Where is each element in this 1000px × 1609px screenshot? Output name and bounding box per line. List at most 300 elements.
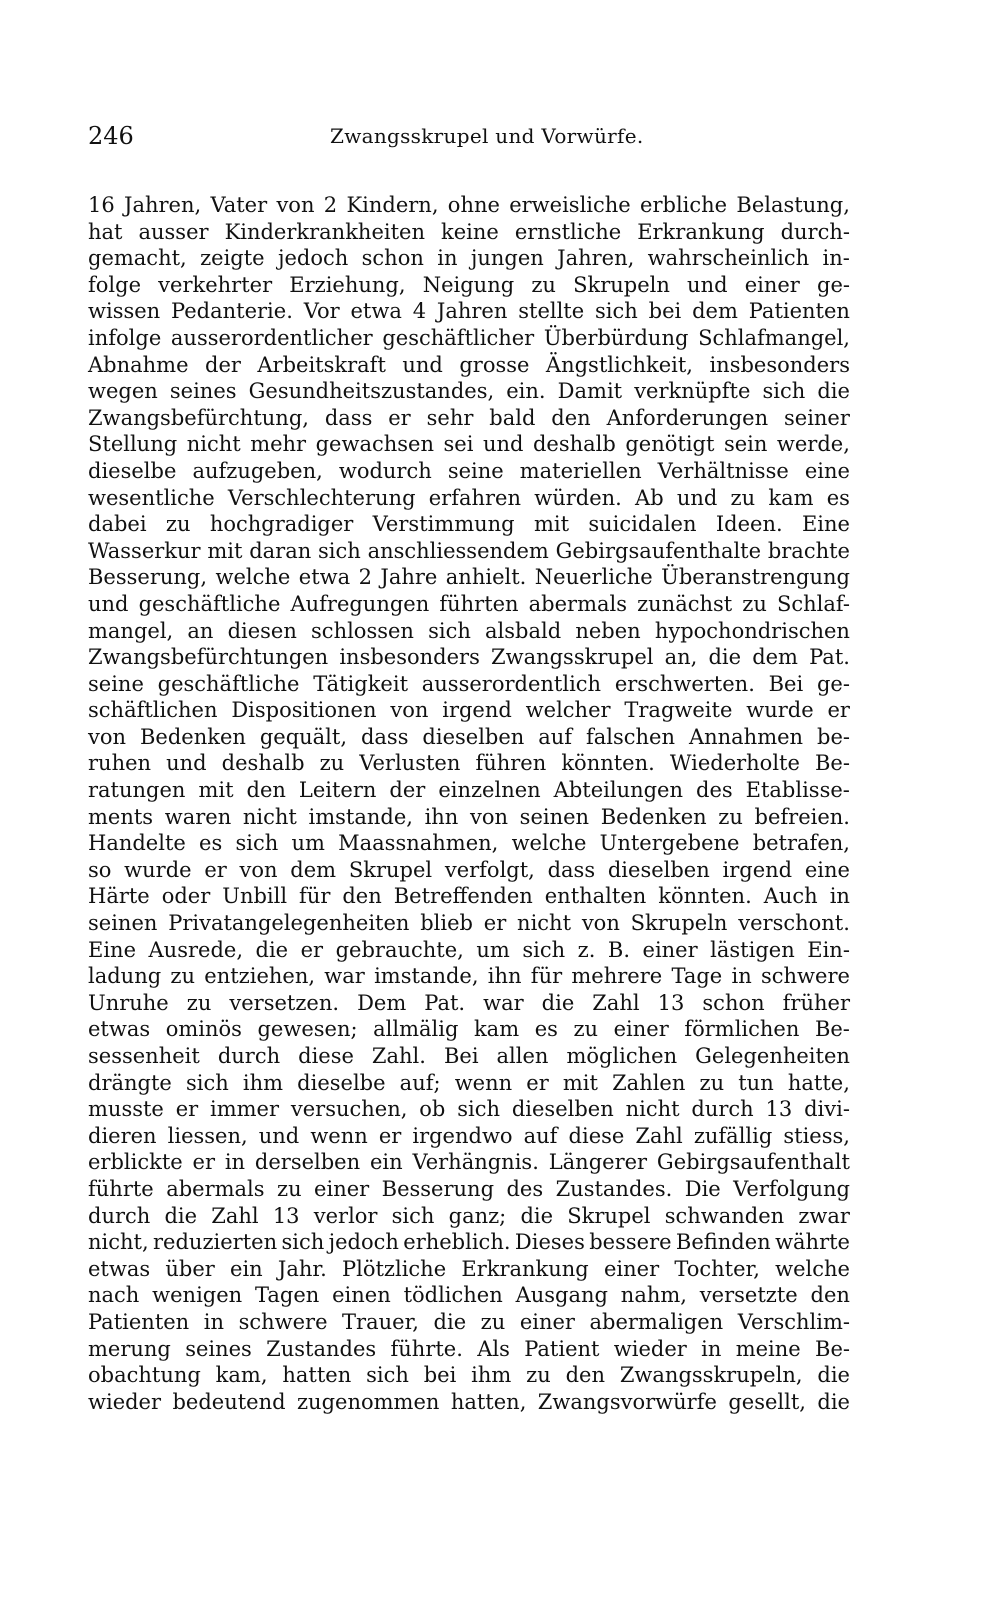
word: dem [752, 645, 798, 670]
word: immer [210, 1097, 280, 1122]
word: Gebirgsaufenthalte [555, 538, 762, 563]
text-line [88, 1309, 850, 1336]
word: mit [198, 778, 234, 803]
text-line [88, 671, 850, 698]
word: zunächst [637, 591, 733, 616]
word: den [565, 1363, 605, 1388]
word: Zahl [635, 1123, 683, 1148]
word: dem [290, 857, 337, 882]
word: so [88, 857, 112, 882]
word: zu [573, 1017, 599, 1042]
word: Zwangsbefürchtungen [88, 645, 329, 670]
word: an, [664, 645, 698, 670]
word: zeigte [200, 246, 265, 271]
word: Kindern, [346, 193, 439, 217]
word: gewachsen [315, 432, 434, 457]
word: die [164, 1203, 198, 1228]
text-line [88, 458, 850, 485]
text-line [88, 937, 850, 964]
word: könnten. [658, 884, 752, 909]
word: 2 [323, 193, 338, 217]
word: stellte [518, 299, 585, 324]
word: Aufregungen [290, 591, 430, 616]
word: Verschlim- [737, 1309, 850, 1334]
text-line [88, 1176, 850, 1203]
text-line [88, 697, 850, 724]
word: führten [439, 591, 519, 616]
word: seinen [88, 911, 158, 936]
word: ein [369, 1150, 403, 1175]
word: in- [822, 246, 850, 271]
word: sich [366, 1363, 409, 1388]
word: Tage [671, 964, 723, 989]
word: Besserung, [88, 565, 208, 590]
word: Vater [210, 193, 268, 217]
word: ominös [165, 1017, 242, 1042]
word: dieselben [422, 724, 525, 749]
word: schon [702, 990, 765, 1015]
word: förmlichen [684, 1017, 800, 1042]
word: durch [691, 1097, 754, 1122]
word: hochgradiger [209, 512, 354, 537]
word: Abnahme [88, 352, 189, 377]
word: nicht [242, 804, 297, 829]
word: jedoch [277, 246, 349, 271]
word: er [378, 1123, 402, 1148]
word: ob [419, 1097, 446, 1122]
word: geschäftlicher [382, 325, 535, 350]
word: den [551, 405, 591, 430]
word: Ängstlichkeit, [545, 352, 693, 377]
word: und [258, 1123, 300, 1148]
word: Zahl. [371, 1044, 426, 1068]
word: kam, [215, 1363, 268, 1388]
word: bald [489, 405, 536, 430]
word: dieren [88, 1123, 157, 1148]
word: Längerer [548, 1150, 648, 1175]
word: eine [804, 857, 850, 882]
word: Jahre [380, 565, 438, 590]
word: Eine [801, 512, 850, 537]
word: ratungen [88, 778, 186, 803]
text-line [88, 591, 850, 618]
word: einer [314, 1176, 370, 1201]
word: daran [249, 538, 312, 563]
word: in [203, 1309, 225, 1334]
word: Dieses [514, 1230, 585, 1255]
text-line [88, 1096, 850, 1123]
word: einer [744, 272, 800, 297]
word: seine [447, 458, 504, 483]
word: sich [595, 299, 638, 324]
word: Trauer, [342, 1309, 419, 1334]
text-line [88, 564, 850, 591]
word: mit [533, 512, 570, 537]
word: Belastung, [736, 193, 850, 217]
word: die [817, 1389, 850, 1414]
text-line [88, 192, 850, 219]
word: alsbald [485, 618, 562, 643]
word: stiess, [783, 1123, 850, 1148]
word: bei [423, 1363, 457, 1388]
word: sein [723, 432, 768, 457]
word: reduzierten [153, 1230, 278, 1255]
word: diese [568, 1123, 625, 1148]
word: eine [804, 458, 850, 483]
word: Zahl [211, 1203, 259, 1228]
body-paragraph [88, 192, 850, 1415]
word: wodurch [338, 458, 432, 483]
word: Überanstrengung [661, 565, 850, 590]
word: sich [762, 379, 806, 404]
text-line [88, 1362, 850, 1389]
word: z. [577, 937, 596, 962]
word: Betreffenden [393, 884, 533, 909]
word: Abteilungen [553, 778, 684, 803]
word: Patienten [748, 299, 850, 324]
text-line [88, 245, 850, 272]
word: Privatangelegenheiten [168, 911, 410, 936]
word: Jahren, [124, 193, 202, 217]
word: der [205, 352, 241, 377]
word: Plötzliche [342, 1256, 447, 1281]
word: abermaligen [589, 1309, 724, 1334]
word: genötigt [625, 432, 715, 457]
word: Ein- [807, 937, 850, 962]
word: erheblich. [403, 1230, 511, 1255]
word: zu [480, 1309, 506, 1334]
word: diesen [227, 618, 297, 643]
word: er [483, 911, 507, 936]
word: ihm [471, 1363, 512, 1388]
word: Pat. [809, 645, 850, 670]
word: irgend [442, 698, 512, 723]
word: ausserordentlich [421, 671, 602, 696]
word: sich [428, 618, 471, 643]
word: er [192, 1150, 215, 1175]
word: bedeutend [172, 1389, 286, 1414]
word: zu [730, 485, 756, 510]
word: ihm [242, 1070, 284, 1095]
word: brachte [767, 538, 850, 563]
word: ganz; [448, 1203, 507, 1228]
word: Bei [443, 1044, 479, 1068]
word: Zustandes [266, 1336, 377, 1361]
word: für [299, 884, 331, 909]
word: sich [318, 538, 361, 563]
word: derselben [254, 1150, 361, 1175]
word: musste [88, 1097, 164, 1122]
text-line [88, 618, 850, 645]
text-line [88, 352, 850, 379]
word: die [708, 645, 742, 670]
word: von [276, 193, 315, 217]
word: dabei [88, 512, 147, 537]
word: dass [360, 724, 409, 749]
word: einer [519, 1309, 575, 1334]
word: Skrupeln [573, 272, 670, 297]
word: Bei [768, 671, 804, 696]
word: Unruhe [88, 990, 169, 1015]
word: Zwangsvorwürfe [537, 1389, 717, 1414]
word: gebrauchte, [335, 937, 464, 962]
word: Vor [303, 299, 340, 324]
word: es [199, 831, 223, 856]
word: in [829, 884, 850, 909]
word: gemacht, [88, 246, 187, 271]
word: zugenommen [296, 1389, 440, 1414]
word: sich [235, 831, 279, 856]
word: einzelnen [438, 778, 541, 803]
word: sich [457, 1097, 500, 1122]
word: nach [88, 1283, 140, 1308]
word: hatten, [450, 1389, 527, 1414]
word: welche [775, 1256, 850, 1281]
word: ruhen [88, 751, 152, 776]
word: hatte, [787, 1070, 850, 1095]
word: bessere [589, 1230, 672, 1255]
word: lästigen [710, 937, 795, 962]
word: wenn [454, 1070, 513, 1095]
text-line [88, 1256, 850, 1283]
word: führte. [390, 1336, 463, 1361]
text-line [88, 1149, 850, 1176]
word: Neuerliche [534, 565, 653, 590]
word: von [469, 804, 509, 829]
word: durch [217, 1044, 281, 1068]
word: dem [692, 299, 738, 324]
word: dieselben [511, 1097, 614, 1122]
word: er [175, 1097, 199, 1122]
word: wissen [88, 299, 161, 324]
word: versetzte [699, 1283, 798, 1308]
word: mangel, [88, 618, 174, 643]
word: zu [165, 512, 191, 537]
word: be- [817, 724, 850, 749]
word: erfahren [428, 485, 522, 510]
word: Tagen [255, 1283, 320, 1308]
word: auf [538, 724, 573, 749]
word: Schlafmangel, [698, 325, 850, 350]
page-number: 246 [88, 122, 134, 150]
word: neben [575, 618, 641, 643]
word: in [701, 1336, 722, 1361]
word: Jahren, [557, 246, 635, 271]
word: über [165, 1256, 215, 1281]
word: ohne [447, 193, 500, 217]
word: Jahren [436, 299, 508, 324]
word: die [541, 990, 575, 1015]
text-line [88, 644, 850, 671]
text-line [88, 777, 850, 804]
word: Verhältnisse [657, 458, 789, 483]
word: einer [613, 1017, 669, 1042]
word: verkehrter [158, 272, 273, 297]
word: Skrupeln [630, 911, 728, 936]
text-line [88, 990, 850, 1017]
text-line [88, 485, 850, 512]
text-line [88, 1229, 850, 1256]
word: er [204, 857, 227, 882]
word: Befinden [675, 1230, 771, 1255]
word: Tätigkeit [313, 671, 409, 696]
word: Tragweite [624, 698, 733, 723]
word: sessenheit [88, 1044, 200, 1068]
word: Damit [557, 379, 623, 404]
word: Patienten [88, 1309, 190, 1334]
word: durch [88, 1203, 151, 1228]
word: werde, [776, 432, 850, 457]
word: nicht [625, 1097, 680, 1122]
word: möglichen [566, 1044, 678, 1068]
word: von [581, 911, 620, 936]
word: er [526, 1070, 549, 1095]
word: währte [775, 1230, 850, 1255]
word: für [530, 964, 563, 989]
word: schlossen [311, 618, 414, 643]
word: verfolgt, [444, 857, 535, 882]
word: ge- [817, 272, 850, 297]
word: welche [511, 831, 587, 856]
word: Zahlen [612, 1070, 686, 1095]
word: 16 [88, 193, 115, 217]
word: wenn [310, 1123, 368, 1148]
word: Erziehung, [289, 272, 406, 297]
word: zufällig [693, 1123, 773, 1148]
word: tun [738, 1070, 774, 1095]
word: Verlusten [359, 751, 461, 776]
word: Zwangsbefürchtung, [88, 405, 309, 430]
word: abermals [166, 1176, 265, 1201]
word: Härte [88, 884, 150, 909]
word: nicht [517, 911, 572, 936]
word: erblickte [88, 1150, 183, 1175]
word: 2 [358, 565, 372, 590]
word: um [291, 831, 325, 856]
word: Verstimmung [372, 512, 515, 537]
word: Neigung [422, 272, 515, 297]
word: hatten [282, 1363, 352, 1388]
word: gequält, [259, 724, 348, 749]
word: des [506, 1176, 544, 1201]
text-line [88, 830, 850, 857]
word: 13 [657, 990, 685, 1015]
text-line [88, 272, 850, 299]
word: Wiederholte [669, 751, 800, 776]
word: Bedenken [600, 804, 707, 829]
word: zu [170, 964, 196, 989]
text-line [88, 1282, 850, 1309]
word: Verschlechterung [227, 485, 416, 510]
text-line [88, 883, 850, 910]
word: keine [441, 219, 499, 244]
text-line [88, 219, 850, 246]
text-line [88, 804, 850, 831]
text-line [88, 1070, 850, 1097]
word: Zahl [592, 990, 640, 1015]
word: verknüpfte [634, 379, 751, 404]
book-page [88, 120, 850, 1415]
text-line [88, 298, 850, 325]
word: wieder [88, 1389, 162, 1414]
word: Tochter, [674, 1256, 760, 1281]
word: hat [88, 219, 123, 244]
word: 13 [272, 1203, 300, 1228]
word: Erkrankung [461, 1256, 589, 1281]
word: früher [782, 990, 850, 1015]
word: etwa [350, 299, 402, 324]
word: würden. [534, 485, 622, 510]
word: die [520, 1203, 554, 1228]
word: allen [496, 1044, 549, 1068]
word: geschäftliche [138, 591, 281, 616]
word: schwanden [664, 1203, 785, 1228]
word: anschliessendem [367, 538, 549, 563]
word: erweisliche [509, 193, 631, 217]
word: war [324, 964, 365, 989]
word: es [826, 485, 850, 510]
word: drängte [88, 1070, 172, 1095]
word: dieselbe [297, 1070, 386, 1095]
word: welcher [525, 698, 611, 723]
word: grosse [459, 352, 530, 377]
word: gesellt, [728, 1389, 806, 1414]
word: ments [88, 804, 154, 829]
text-line [88, 431, 850, 458]
text-line [88, 963, 850, 990]
word: mit [562, 1070, 598, 1095]
word: kam [768, 485, 814, 510]
word: war [483, 990, 524, 1015]
word: nahm, [620, 1283, 687, 1308]
word: Kinderkrankheiten [224, 219, 425, 244]
word: dass [324, 405, 373, 430]
word: könnten. [561, 751, 655, 776]
word: sich [391, 1203, 435, 1228]
word: 4 [412, 299, 427, 324]
word: erbliche [640, 193, 728, 217]
word: mehr [250, 432, 307, 457]
word: zu [699, 1070, 725, 1095]
word: wegen [88, 379, 158, 404]
word: versetzen. [229, 990, 340, 1015]
word: hypochondrischen [654, 618, 850, 643]
word: versuchen, [290, 1097, 408, 1122]
word: und [402, 352, 443, 377]
page-header [88, 120, 850, 166]
word: Be- [815, 1336, 850, 1361]
word: falschen [585, 724, 676, 749]
word: Ab [635, 485, 664, 510]
word: schon [361, 246, 424, 271]
word: ein. [506, 379, 546, 404]
word: ihn [424, 804, 459, 829]
word: Be- [814, 1017, 850, 1042]
word: jedoch [328, 1230, 399, 1255]
word: wenigen [152, 1283, 243, 1308]
word: einen [332, 1283, 391, 1308]
word: B. [607, 937, 630, 962]
word: meine [735, 1336, 801, 1361]
text-line [88, 1336, 850, 1363]
word: sehr [426, 405, 474, 430]
text-line [88, 1203, 850, 1230]
word: tödlichen [403, 1283, 503, 1308]
word: jungen [470, 246, 544, 271]
word: insbesonders [709, 352, 850, 377]
word: blieb [420, 911, 473, 936]
word: in [731, 964, 752, 989]
